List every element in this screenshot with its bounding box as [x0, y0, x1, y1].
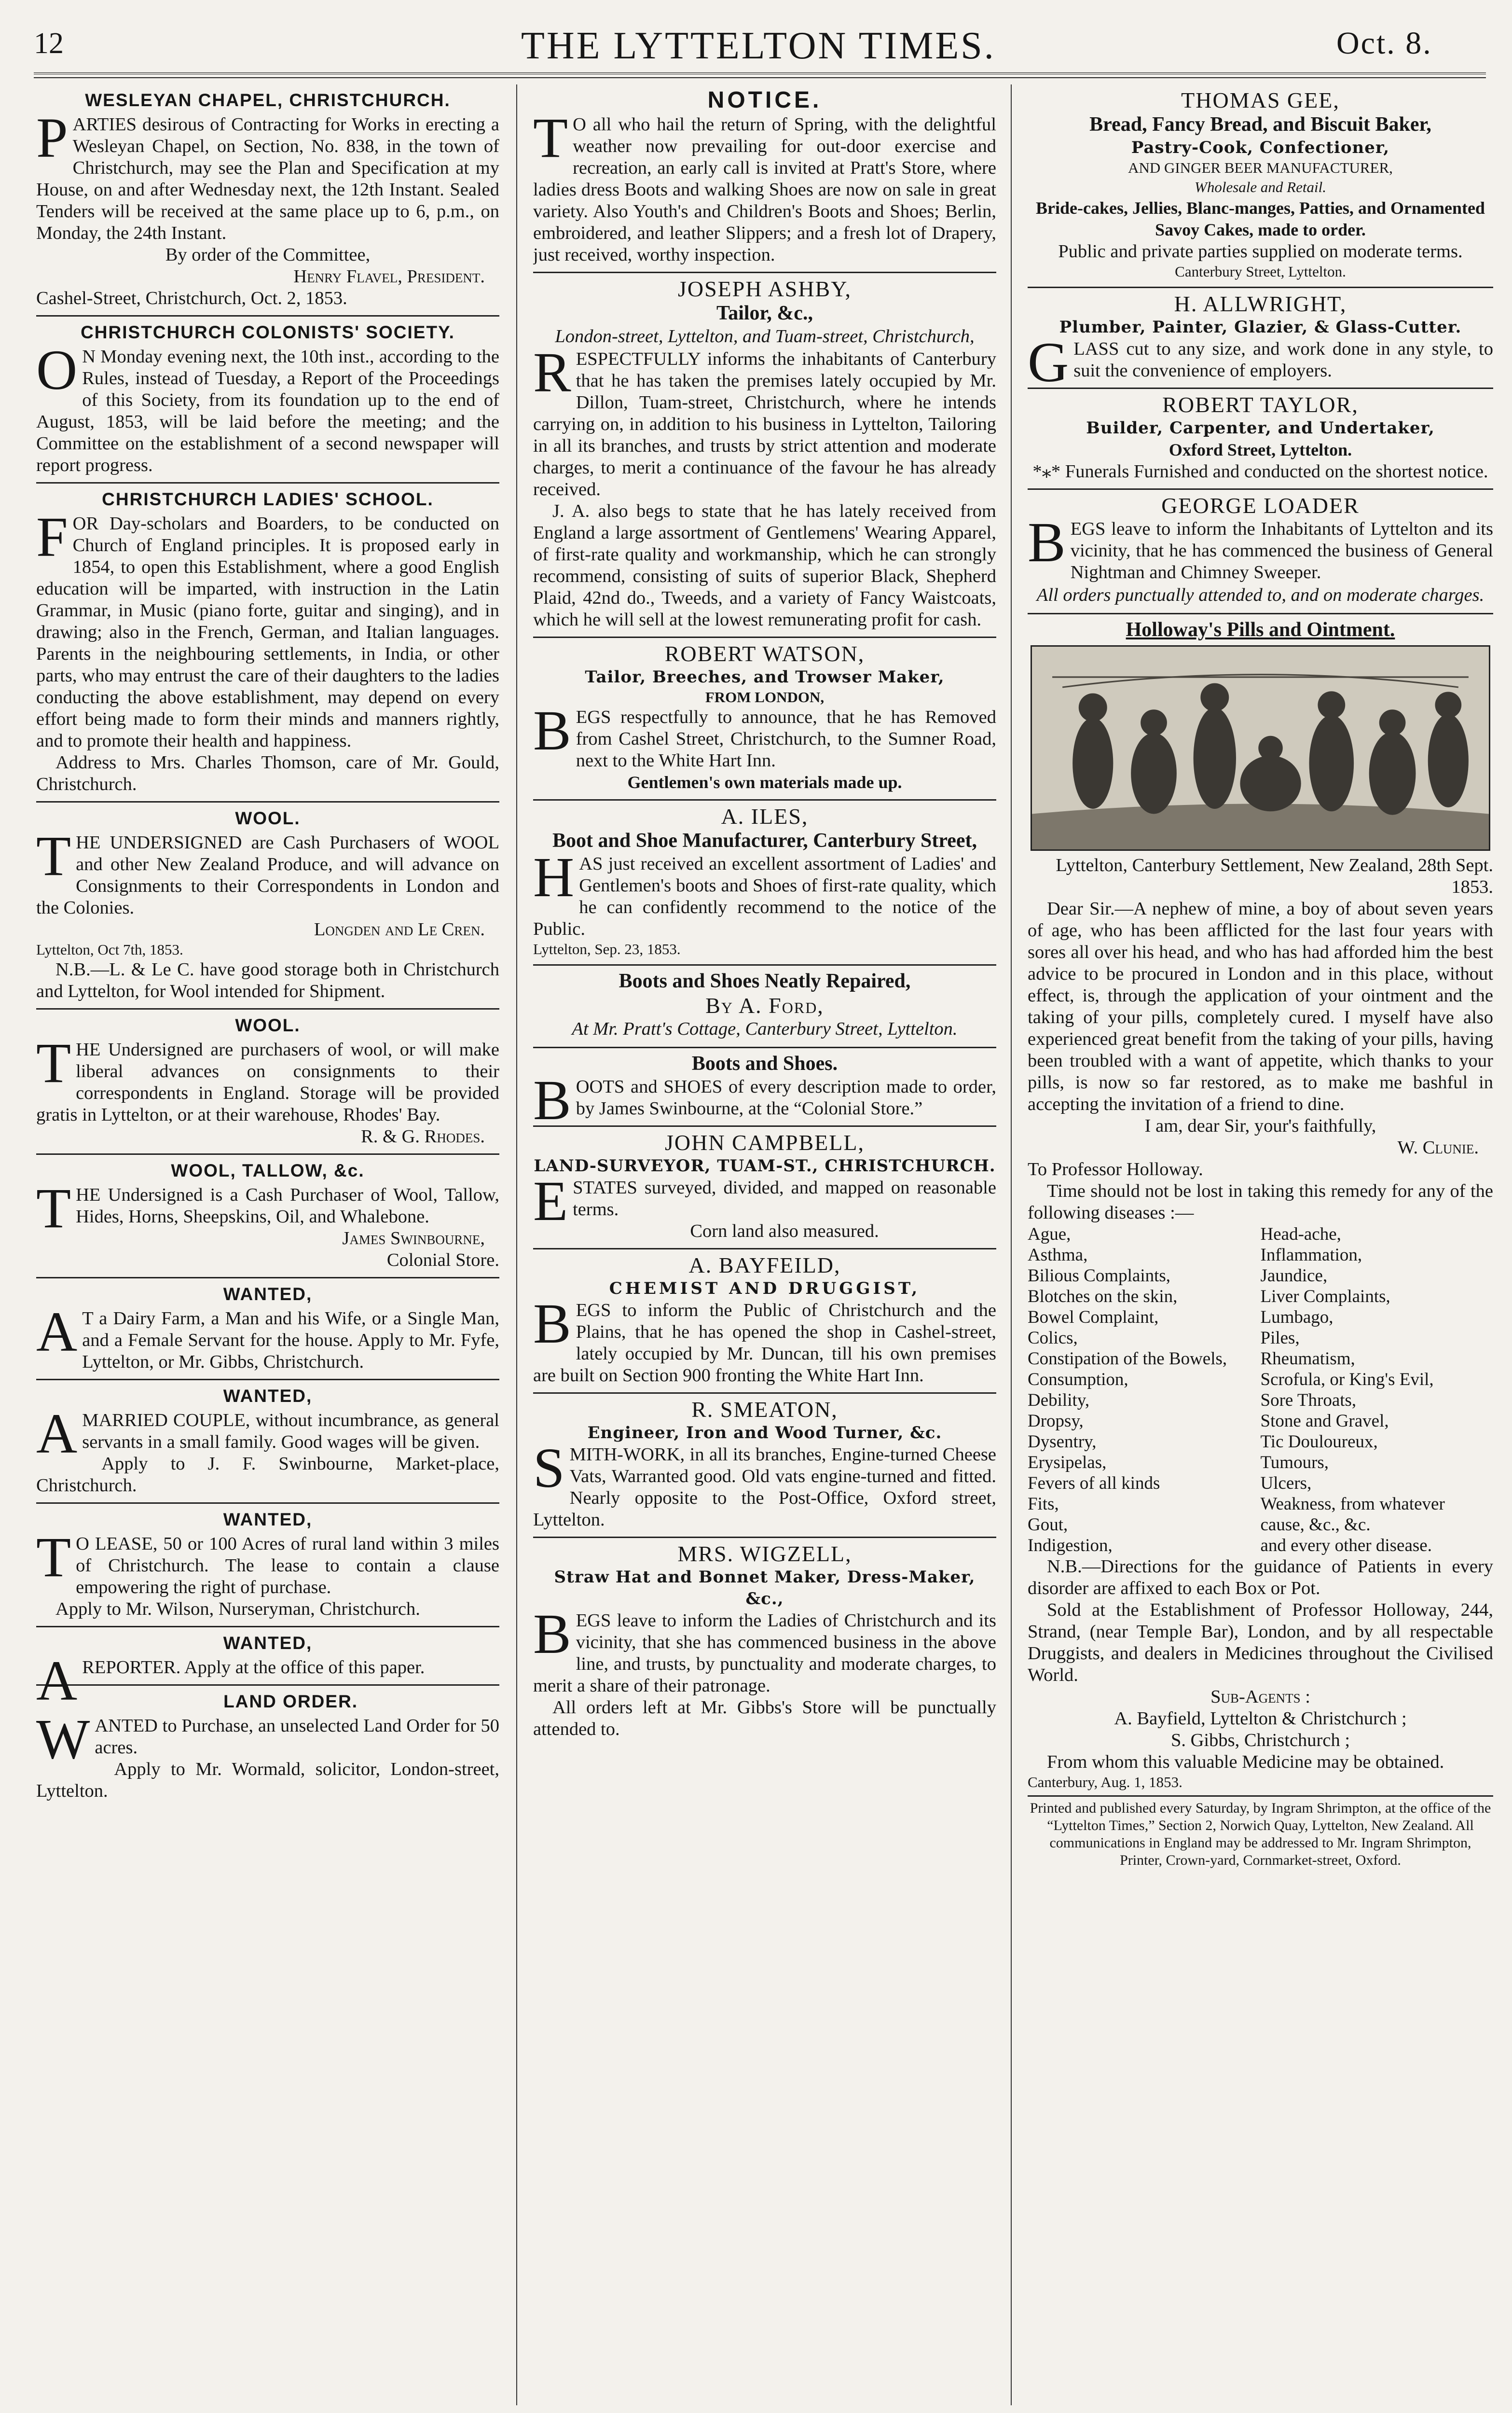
ad-notice	[533, 84, 996, 273]
ad-body: MITH-WORK, in all its branches, Engine-turned Cheese Vats, Warranted good. Old vats engine-turned and fitted. Nearly opposite to the Post-Office, Oxford street, Lyttelton.	[533, 1444, 996, 1530]
drop-cap: B	[533, 699, 571, 762]
ad-joseph-ashby	[533, 273, 996, 638]
letter-closing: I am, dear Sir, your's faithfully,	[1144, 1116, 1376, 1136]
drop-cap: G	[1028, 331, 1069, 394]
drop-cap: O	[36, 338, 78, 402]
drop-cap: T	[36, 1031, 71, 1095]
letter-body: Dear Sir.—A nephew of mine, a boy of about seven years of age, who has been afflicted for the last four years with sores all over his head, and who has had afforded him the best advice to be procured in London and in this place, without effect, is, through the application of your ointment and the taking of your pills, completely cured. I myself have also experienced great benefit from the taking of your pills, having been troubled with a want of appetite, which thanks to your pills, is now so far restored, as to make me bashful in accepting the invitation of a friend to dine.	[1028, 899, 1493, 1114]
ad-name: By A. Ford,	[705, 993, 824, 1018]
drop-cap: T	[36, 824, 71, 888]
remedy-from: From whom this valuable Medicine may be obtained.	[1047, 1752, 1444, 1772]
ad-body: ARTIES desirous of Contracting for Works in erecting a Wesleyan Chapel, on Section, No. 838, in the town of Christchurch, may see the Plan and Specification at my House, on and after Wednesday next, the 12th Instant. Sealed Tenders will be received at the same place up to 6, p.m., on Monday, the 24th Instant.	[36, 114, 499, 243]
drop-cap: B	[1028, 511, 1066, 574]
ad-cakes: Bride-cakes, Jellies, Blanc-manges, Patties, and Ornamented Savoy Cakes, made to order.	[1036, 198, 1485, 239]
ad-trade: Boots and Shoes.	[691, 1053, 838, 1075]
ad-apply: Apply to Mr. Wormald, solicitor, London-street, Lyttelton.	[36, 1759, 499, 1801]
engraving-figures-icon	[1032, 647, 1489, 849]
disease-item: Erysipelas,	[1028, 1453, 1107, 1472]
page-number: 12	[34, 27, 64, 60]
ad-heading: WOOL.	[235, 1015, 301, 1035]
ad-george-loader	[1028, 490, 1493, 614]
disease-item: Weakness, from whatever cause, &c., &c.	[1260, 1494, 1445, 1535]
drop-cap: S	[533, 1436, 565, 1499]
ad-trade: Engineer, Iron and Wood Turner, &c.	[587, 1423, 942, 1442]
drop-cap: R	[533, 341, 571, 404]
ad-heading: CHRISTCHURCH LADIES' SCHOOL.	[102, 489, 434, 509]
drop-cap: B	[533, 1602, 571, 1665]
engraving-illustration	[1031, 645, 1490, 851]
ad-apply: Apply to Mr. Wilson, Nurseryman, Christchurch.	[55, 1599, 420, 1619]
disease-item: Piles,	[1260, 1328, 1300, 1348]
ad-heading: WOOL, TALLOW, &c.	[171, 1161, 365, 1180]
ad-trade: Boot and Shoe Manufacturer, Canterbury Street,	[552, 830, 977, 852]
diseases-list	[1028, 1224, 1493, 1556]
ad-signature: James Swinbourne,	[342, 1228, 485, 1248]
ad-colonists-society	[36, 317, 499, 484]
ad-note: N.B.—L. & Le C. have good storage both in Christchurch and Lyttelton, for Wool intended for Shipment.	[36, 959, 499, 1001]
sub-agent: S. Gibbs, Christchurch ;	[1170, 1730, 1350, 1750]
disease-item: Dropsy,	[1028, 1411, 1084, 1431]
ad-robert-watson	[533, 638, 996, 801]
disease-item: Jaundice,	[1260, 1266, 1328, 1286]
remedy-sold: Sold at the Establishment of Professor Holloway, 244, Strand, (near Temple Bar), London, and by all respectable Druggists, and dealers in Medicines throughout the Civilised World.	[1028, 1600, 1493, 1685]
ad-land-order	[36, 1686, 499, 1808]
drop-cap: T	[36, 1177, 71, 1240]
ad-trade-3: AND GINGER BEER MANUFACTURER,	[1128, 159, 1393, 176]
ad-body: N Monday evening next, the 10th inst., according to the Rules, instead of Tuesday, a Report of the Proceedings of this Society, from its foundation up to the end of August, 1853, will be laid before the meeting; and the Committee on the establishment of a second newspaper will report progress.	[36, 347, 499, 475]
sub-agents-heading: Sub-Agents :	[1210, 1687, 1310, 1707]
ad-trade-4: Wholesale and Retail.	[1195, 179, 1326, 195]
ad-holloway	[1028, 614, 1493, 1875]
disease-item: Constipation of the Bowels,	[1028, 1349, 1227, 1369]
remedy-nb: N.B.—Directions for the guidance of Patients in every disorder are affixed to each Box or Pot.	[1028, 1556, 1493, 1598]
drop-cap: A	[36, 1402, 78, 1465]
disease-item: Fevers of all kinds	[1028, 1473, 1160, 1493]
newspaper-title: THE LYTTELTON TIMES.	[521, 25, 996, 67]
disease-item: Head-ache,	[1260, 1224, 1341, 1244]
header-rule	[34, 72, 1486, 78]
disease-item: Asthma,	[1028, 1245, 1088, 1265]
ad-body: LASS cut to any size, and work done in any style, to suit the convenience of employers.	[1073, 339, 1493, 381]
ad-address: At Mr. Pratt's Cottage, Canterbury Street, Lyttelton.	[572, 1019, 958, 1039]
ad-signature: R. & G. Rhodes.	[361, 1126, 485, 1147]
disease-item: Bowel Complaint,	[1028, 1307, 1159, 1327]
disease-item: Gout,	[1028, 1515, 1068, 1535]
disease-item: Debility,	[1028, 1390, 1090, 1410]
disease-item: Ulcers,	[1260, 1473, 1312, 1493]
ad-r-smeaton	[533, 1394, 996, 1538]
disease-item: Inflammation,	[1260, 1245, 1362, 1265]
remedy-date: Canterbury, Aug. 1, 1853.	[1028, 1774, 1182, 1790]
ad-name: JOHN CAMPBELL,	[665, 1130, 865, 1155]
drop-cap: T	[36, 1525, 71, 1589]
ad-body: MARRIED COUPLE, without incumbrance, as general servants in a small family. Good wages will be given.	[82, 1410, 499, 1452]
drop-cap: A	[36, 1300, 78, 1363]
ad-body: HE Undersigned are purchasers of wool, or will make liberal advances on consignments to their correspondents in England. Storage will be provided gratis in Lyttelton, or at their warehouse, Rhodes' Bay.	[36, 1040, 499, 1125]
ad-wanted-couple	[36, 1380, 499, 1504]
drop-cap: W	[36, 1707, 90, 1771]
ad-wanted-dairy	[36, 1278, 499, 1380]
ad-trade: Boots and Shoes Neatly Repaired,	[619, 970, 911, 992]
ad-trade-2: Pastry-Cook, Confectioner,	[1131, 138, 1390, 157]
ad-from: FROM LONDON,	[705, 689, 825, 706]
ad-name: ROBERT TAYLOR,	[1162, 392, 1359, 417]
ad-name: A. ILES,	[721, 804, 809, 829]
letter-to: To Professor Holloway.	[1028, 1159, 1203, 1179]
ad-body: HE Undersigned is a Cash Purchaser of Wool, Tallow, Hides, Horns, Sheepskins, Oil, and Whalebone.	[76, 1185, 499, 1227]
ad-trade: Bread, Fancy Bread, and Biscuit Baker,	[1089, 113, 1431, 136]
drop-cap: E	[533, 1169, 568, 1233]
ad-name: GEORGE LOADER	[1161, 493, 1360, 518]
ad-body: EGS leave to inform the Ladies of Christchurch and its vicinity, that she has commenced business in the above line, and trusts, by punctuality and moderate charges, to merit a share of their patronage.	[533, 1610, 996, 1696]
ad-address: Address to Mrs. Charles Thomson, care of Mr. Gould, Christchurch.	[36, 752, 499, 794]
disease-item: Tic Douloureux,	[1260, 1432, 1378, 1452]
remedy-intro: Time should not be lost in taking this remedy for any of the following diseases :—	[1028, 1181, 1493, 1223]
disease-item: Liver Complaints,	[1260, 1287, 1390, 1306]
ad-wool-rhodes	[36, 1010, 499, 1155]
ad-h-allwright	[1028, 288, 1493, 394]
drop-cap: H	[533, 846, 575, 909]
ad-body: EGS to inform the Public of Christchurch and the Plains, that he has opened the shop in Cashel-street, lately occupied by Mr. Duncan, till his own premises are built on Section 900 fronting the White Hart Inn.	[533, 1300, 996, 1386]
ad-parties: Public and private parties supplied on moderate terms.	[1058, 241, 1463, 262]
ad-body: O LEASE, 50 or 100 Acres of rural land within 3 miles of Christchurch. The lease to contain a clause empowering the right of purchase.	[76, 1534, 499, 1597]
ad-body-2: All orders left at Mr. Gibbs's Store will be punctually attended to.	[533, 1697, 996, 1739]
ad-body: EGS respectfully to announce, that he has Removed from Cashel Street, Christchurch, to the Sumner Road, next to the White Hart Inn.	[576, 707, 996, 771]
ad-a-iles	[533, 801, 996, 966]
ad-body: AS just received an excellent assortment of Ladies' and Gentlemen's boots and Shoes of first-rate quality, which he can confidently recommend to the notice of the Public.	[533, 854, 996, 939]
ad-name: ROBERT WATSON,	[664, 641, 865, 666]
disease-item: Dysentry,	[1028, 1432, 1097, 1452]
column-divider	[516, 84, 517, 2405]
ad-name: A. BAYFEILD,	[688, 1253, 841, 1277]
ad-trade: Builder, Carpenter, and Undertaker,	[1086, 418, 1435, 438]
ad-note: *⁎* Funerals Furnished and conducted on the shortest notice.	[1032, 461, 1488, 482]
ad-name: THOMAS GEE,	[1181, 88, 1340, 112]
ad-heading: WANTED,	[223, 1386, 313, 1406]
disease-item: Colics,	[1028, 1328, 1078, 1348]
ad-thomas-gee	[1028, 84, 1493, 288]
drop-cap: B	[533, 1068, 571, 1132]
sub-agent: A. Bayfield, Lyttelton & Christchurch ;	[1114, 1708, 1407, 1729]
ad-trade: Tailor, Breeches, and Trowser Maker,	[585, 667, 945, 687]
ad-note: Corn land also measured.	[690, 1221, 879, 1241]
ad-note: All orders punctually attended to, and on moderate charges.	[1036, 585, 1485, 605]
ad-trade: CHEMIST AND DRUGGIST,	[609, 1279, 921, 1298]
disease-item: Lumbago,	[1260, 1307, 1333, 1327]
drop-cap: T	[533, 106, 568, 169]
ad-body: ANTED to Purchase, an unselected Land Order for 50 acres.	[95, 1716, 499, 1758]
ad-store: Colonial Store.	[386, 1250, 499, 1270]
ad-robert-taylor	[1028, 389, 1493, 490]
column-1	[36, 84, 499, 2408]
drop-cap: P	[36, 106, 68, 169]
ad-body: HE UNDERSIGNED are Cash Purchasers of WOOL and other New Zealand Produce, and will advance on Consignments to their Correspondents in London and the Colonies.	[36, 832, 499, 918]
disease-item: Ague,	[1028, 1224, 1071, 1244]
column-3	[1028, 84, 1493, 2408]
disease-item: Tumours,	[1260, 1453, 1329, 1472]
ad-wool-tallow	[36, 1155, 499, 1278]
ad-wool-longden	[36, 803, 499, 1010]
ad-signature: Longden and Le Cren.	[314, 919, 485, 940]
ad-mrs-wigzell	[533, 1538, 996, 1746]
letter-signature: W. Clunie.	[1397, 1137, 1479, 1158]
ad-name: JOSEPH ASHBY,	[677, 277, 852, 301]
disease-item: Stone and Gravel,	[1260, 1411, 1389, 1431]
ad-trade: Straw Hat and Bonnet Maker, Dress-Maker, &c.,	[554, 1567, 976, 1609]
column-divider	[1011, 84, 1012, 2405]
ad-trade: LAND-SURVEYOR, TUAM-ST., CHRISTCHURCH.	[534, 1156, 996, 1176]
ad-heading: WANTED,	[223, 1510, 313, 1529]
ad-wesleyan-chapel	[36, 84, 499, 317]
printer-imprint: Printed and published every Saturday, by Ingram Shrimpton, at the office of the “Lyttelton Times,” Section 2, Norwich Quay, Lyttelton, New Zealand. All communications in England may be addressed to Mr. Ingram Shrimpton, Printer, Crown-yard, Cornmarket-street, Oxford.	[1028, 1795, 1493, 1869]
ad-body-2: J. A. also begs to state that he has lately received from England a large assortment of Gentlemens' Wearing Apparel, of first-rate quality and workmanship, which he can strongly recommend, consisting of suits of superior Black, Shepherd Plaid, 42nd do., Tweeds, and a variety of Fancy Waistcoats, which he will sell at the lowest remunerating profit for cash.	[533, 501, 996, 630]
disease-item: Consumption,	[1028, 1370, 1128, 1389]
disease-item: Blotches on the skin,	[1028, 1287, 1178, 1306]
ad-body: EGS leave to inform the Inhabitants of Lyttelton and its vicinity, that he has commenced the business of General Nightman and Chimney Sweeper.	[1070, 519, 1493, 582]
ad-heading: LAND ORDER.	[223, 1692, 358, 1711]
ad-body: ESPECTFULLY informs the inhabitants of Canterbury that he has taken the premises lately occupied by Mr. Dillon, Tuam-street, Christchurch, where he intends carrying on, in addition to his business in Lyttelton, Tailoring in all its branches, and trusts by strict attention and moderate charges, to merit a continuance of the favour he has already received.	[533, 349, 996, 499]
ad-address: Cashel-Street, Christchurch, Oct. 2, 1853.	[36, 288, 347, 308]
diseases-left	[1028, 1224, 1261, 1556]
ad-a-bayfeild	[533, 1249, 996, 1394]
ad-a-ford	[533, 966, 996, 1048]
column-2	[533, 84, 996, 2408]
disease-item: Sore Throats,	[1260, 1390, 1357, 1410]
ad-note: Gentlemen's own materials made up.	[627, 773, 902, 792]
issue-date: Oct. 8.	[1336, 26, 1432, 61]
ad-order-line: By order of the Committee,	[165, 245, 371, 265]
ad-name: R. SMEATON,	[691, 1397, 838, 1422]
ad-name: H. ALLWRIGHT,	[1174, 291, 1347, 316]
ad-trade: Plumber, Painter, Glazier, & Glass-Cutter.	[1059, 318, 1462, 337]
drop-cap: B	[533, 1292, 571, 1355]
letter-place: Lyttelton, Canterbury Settlement, New Zealand, 28th Sept. 1853.	[1056, 855, 1493, 897]
drop-cap: F	[36, 505, 68, 569]
drop-cap: A	[36, 1649, 78, 1712]
ad-address: Oxford Street, Lyttelton.	[1168, 440, 1352, 459]
ad-name: MRS. WIGZELL,	[677, 1541, 852, 1566]
ad-body: STATES surveyed, divided, and mapped on reasonable terms.	[573, 1178, 996, 1220]
ad-place: Lyttelton, Sep. 23, 1853.	[533, 941, 681, 957]
ad-body: OR Day-scholars and Boarders, to be conducted on Church of England principles. It is proposed early in 1854, to open this Establishment, where a good English education will be imparted, with instruction in the Latin Grammar, in Music (piano forte, guitar and singing), and in drawing; also in the French, German, and Italian languages. Parents in the neighbouring settlements, in India, or other parts, who may entrust the care of their daughters to the ladies conducting the above establishment, may depend on every effort being made to form their minds and manners rightly, and to promote their health and happiness.	[36, 513, 499, 751]
ad-heading: WOOL.	[235, 808, 301, 828]
disease-item: Fits,	[1028, 1494, 1059, 1514]
ad-place: Canterbury Street, Lyttelton.	[1175, 263, 1346, 280]
disease-item: Bilious Complaints,	[1028, 1266, 1171, 1286]
ad-body: T a Dairy Farm, a Man and his Wife, or a Single Man, and a Female Servant for the house. Apply to Mr. Fyfe, Lyttelton, or Mr. Gibbs, Christchurch.	[82, 1308, 499, 1372]
disease-item: Scrofula, or King's Evil,	[1260, 1370, 1434, 1389]
ad-john-campbell	[533, 1127, 996, 1249]
ad-heading: Holloway's Pills and Ointment.	[1126, 619, 1395, 641]
ad-apply: Apply to J. F. Swinbourne, Market-place, Christchurch.	[36, 1454, 499, 1496]
ad-heading: CHRISTCHURCH COLONISTS' SOCIETY.	[81, 322, 455, 342]
ad-heading: WANTED,	[223, 1284, 313, 1304]
ad-heading: WESLEYAN CHAPEL, CHRISTCHURCH.	[85, 90, 451, 110]
ad-body: REPORTER. Apply at the office of this paper.	[82, 1657, 425, 1678]
ad-ladies-school	[36, 484, 499, 803]
ad-heading: NOTICE.	[707, 87, 822, 113]
ad-signature: Henry Flavel, President.	[293, 266, 485, 287]
disease-item: Rheumatism,	[1260, 1349, 1355, 1369]
diseases-right	[1261, 1224, 1494, 1556]
disease-item: Indigestion,	[1028, 1536, 1113, 1555]
ad-address: London-street, Lyttelton, and Tuam-street, Christchurch,	[555, 326, 975, 347]
ad-heading: WANTED,	[223, 1633, 313, 1653]
ad-wanted-lease	[36, 1504, 499, 1627]
disease-item: and every other disease.	[1260, 1536, 1432, 1555]
ad-boots-and-shoes	[533, 1048, 996, 1132]
ad-place: Lyttelton, Oct 7th, 1853.	[36, 941, 183, 958]
ad-trade: Tailor, &c.,	[716, 302, 813, 324]
ad-body: O all who hail the return of Spring, with the delightful weather now prevailing for out-door exercise and recreation, an early call is invited at Pratt's Store, where ladies dress Boots and walking Shoes are now on sale in great variety. Also Youth's and Children's Boots and Shoes; Berlin, embroidered, and leather Slippers; and a fresh lot of Drapery, just received, worthy inspection.	[533, 114, 996, 265]
ad-body: OOTS and SHOES of every description made to order, by James Swinbourne, at the “Colonial Store.”	[576, 1077, 996, 1119]
